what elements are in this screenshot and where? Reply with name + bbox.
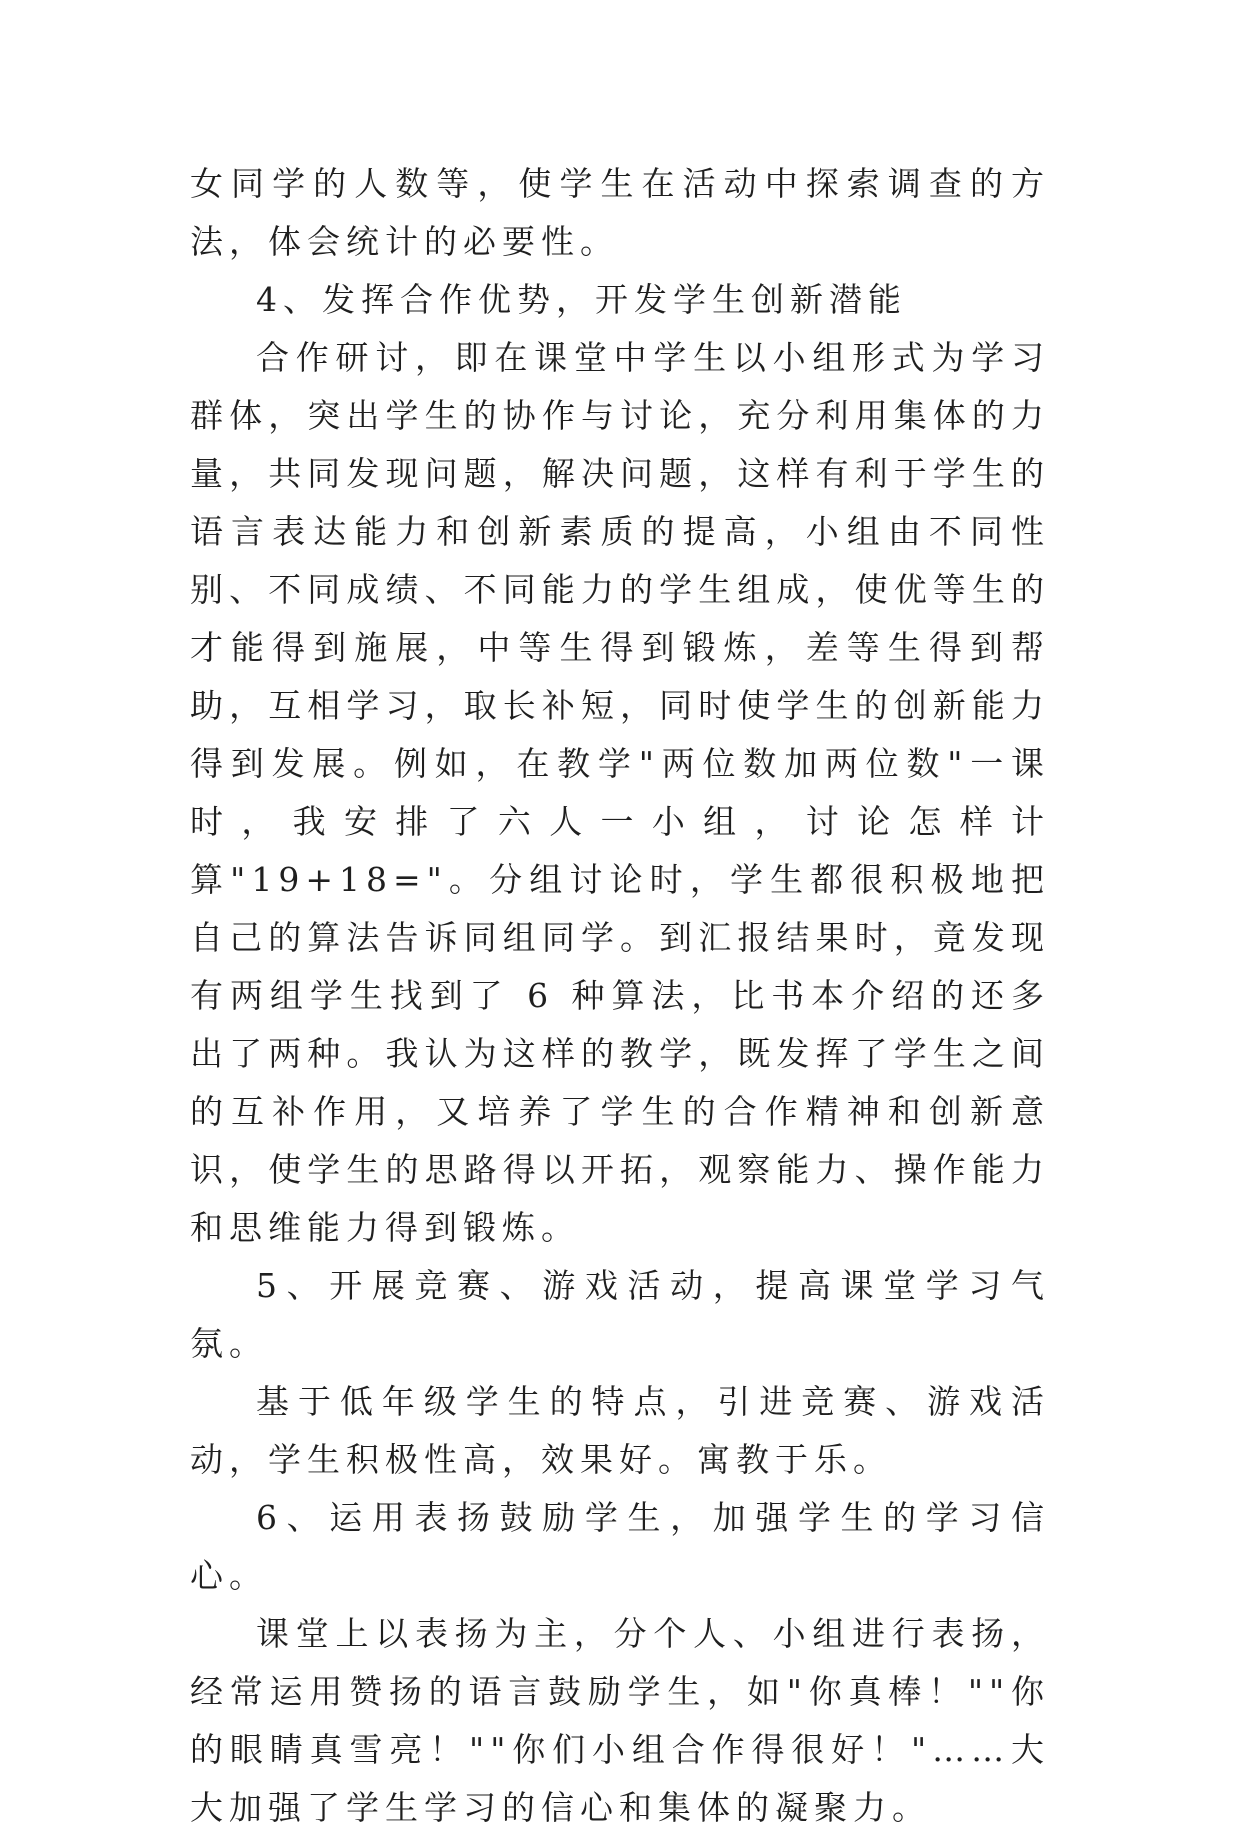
paragraph-games: 基于低年级学生的特点，引进竞赛、游戏活动，学生积极性高，效果好。寓教于乐。 (190, 1382, 1050, 1479)
section-heading-6: 6、运用表扬鼓励学生，加强学生的学习信心。 (190, 1498, 1050, 1595)
paragraph-cooperation: 合作研讨，即在课堂中学生以小组形式为学习群体，突出学生的协作与讨论，充分利用集体的力量，共同发现问题，解决问题，这样有利于学生的语言表达能力和创新素质的提高，小组由不同性别、不同成绩、不同能力的学生组成，使优等生的才能得到施展，中等生得到锻炼，差等生得到帮助，互相学习，取长补短，同时使学生的创新能力得到发展。例如，在教学"两位数加两位数"一课时，我安排了六人一小组，讨论怎样计算"19+18="。分组讨论时，学生都很积极地把自己的算法告诉同组同学。到汇报结果时，竟发现有两组学生找到了 6 种算法，比书本介绍的还多出了两种。我认为这样的教学，既发挥了学生之间的互补作用，又培养了学生的合作精神和创新意识，使学生的思路得以开拓，观察能力、操作能力和思维能力得到锻炼。 (190, 338, 1050, 1247)
paragraph-praise: 课堂上以表扬为主，分个人、小组进行表扬，经常运用赞扬的语言鼓励学生，如"你真棒！""你的眼睛真雪亮！""你们小组合作得很好！"……大大加强了学生学习的信心和集体的凝聚力。 (190, 1614, 1050, 1827)
paragraph-continuation: 女同学的人数等，使学生在活动中探索调查的方法，体会统计的必要性。 (190, 164, 1050, 261)
section-heading-5: 5、开展竞赛、游戏活动，提高课堂学习气氛。 (190, 1266, 1050, 1363)
document-body (190, 155, 1050, 1837)
section-heading-4: 4、发挥合作优势，开发学生创新潜能 (256, 280, 907, 319)
